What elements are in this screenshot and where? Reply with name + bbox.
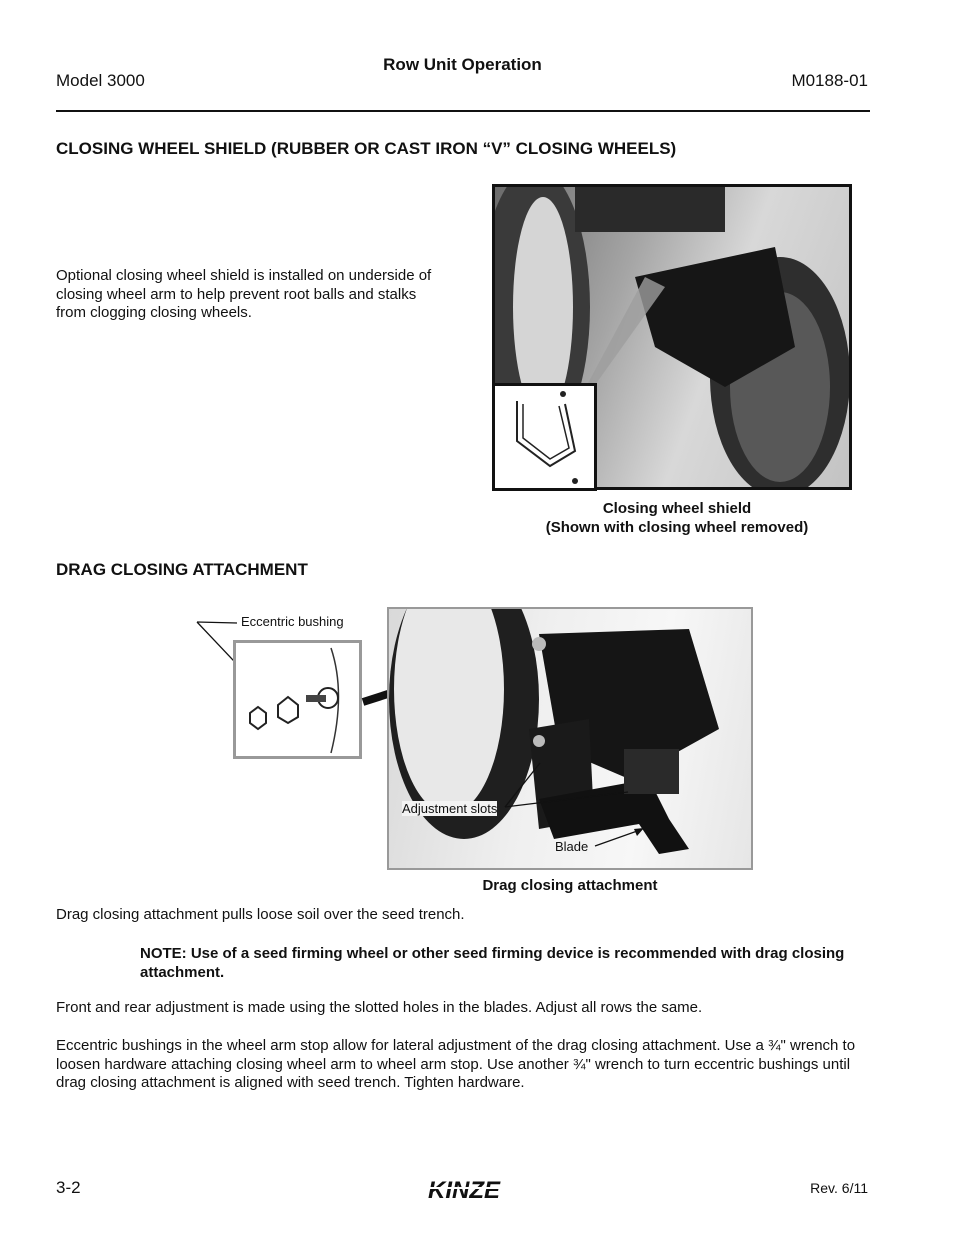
drag-closing-attachment-photo xyxy=(387,607,753,870)
blade-leader-line xyxy=(592,822,652,852)
header-rule xyxy=(56,110,870,112)
caption-line-1: Closing wheel shield xyxy=(602,500,752,517)
callout-blade: Blade xyxy=(555,839,589,854)
kinze-logo xyxy=(404,1177,524,1203)
section-heading-drag-closing: DRAG CLOSING ATTACHMENT xyxy=(56,560,308,579)
drag-closing-paragraph-2: Front and rear adjustment is made using the slotted holes in the blades. Adjust all rows the same. xyxy=(56,999,703,1016)
header-doc-number: M0188-01 xyxy=(791,71,868,90)
closing-wheel-shield-paragraph: Optional closing wheel shield is installed on underside of closing wheel arm to help prevent root balls and stalks from clogging closing wheels. xyxy=(56,267,432,321)
callout-eccentric-bushing: Eccentric bushing xyxy=(241,614,344,629)
shield-detail-inset xyxy=(492,383,597,491)
eccentric-bushing-inset xyxy=(233,640,362,759)
drag-attachment-illustration xyxy=(389,609,751,868)
section-heading-closing-wheel-shield: CLOSING WHEEL SHIELD (RUBBER OR CAST IRON “V” CLOSING WHEELS) xyxy=(56,139,677,158)
footer-revision: Rev. 6/11 xyxy=(810,1180,868,1196)
callout-adjustment-slots: Adjustment slots xyxy=(402,801,498,816)
adjustment-slots-leader-lines xyxy=(500,760,640,820)
kinze-logo-text: KINZE xyxy=(428,1177,500,1203)
shield-bracket-drawing xyxy=(495,386,594,488)
footer-page-number: 3-2 xyxy=(56,1178,81,1197)
closing-wheel-shield-caption xyxy=(520,499,834,537)
drag-closing-caption: Drag closing attachment xyxy=(482,877,658,894)
drag-closing-paragraph-3: Eccentric bushings in the wheel arm stop allow for lateral adjustment of the drag closing attachment. Use a ¾" wrench to loosen hardware attaching closing wheel arm to wheel arm stop. Use another ¾" wrench to turn eccentric bushings until drag closing attachment is aligned with seed trench. Tighten hardware. xyxy=(56,1037,856,1091)
header-model: Model 3000 xyxy=(56,71,145,90)
drag-closing-paragraph-1: Drag closing attachment pulls loose soil over the seed trench. xyxy=(56,906,465,923)
eccentric-bushing-drawing xyxy=(236,643,359,756)
header-section-title: Row Unit Operation xyxy=(383,55,542,74)
drag-closing-note: NOTE: Use of a seed firming wheel or other seed firming device is recommended with drag closing attachment. xyxy=(140,945,845,981)
caption-line-2: (Shown with closing wheel removed) xyxy=(545,519,809,536)
